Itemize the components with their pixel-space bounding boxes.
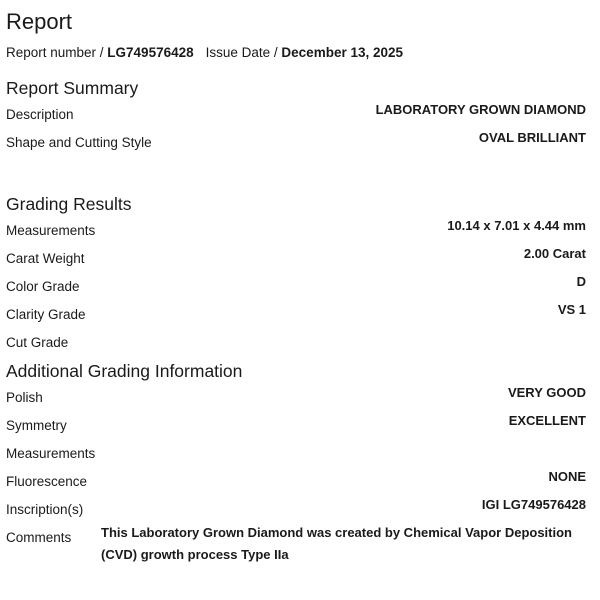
row-value: VS 1	[557, 302, 586, 317]
summary-row-description	[6, 99, 586, 127]
row-value: NONE	[548, 469, 586, 484]
row-value: IGI LG749576428	[481, 497, 586, 512]
section-title-grading-results: Grading Results	[6, 194, 132, 214]
grading-row-clarity-grade	[6, 299, 586, 327]
additional-row-polish	[6, 382, 586, 410]
row-label: Fluorescence	[6, 474, 88, 489]
additional-grading-section	[6, 382, 586, 570]
row-value: 10.14 x 7.01 x 4.44 mm	[447, 218, 586, 233]
row-label: Cut Grade	[6, 335, 69, 350]
row-label: Description	[6, 107, 74, 122]
grading-results-section	[6, 215, 586, 355]
additional-row-fluorescence	[6, 466, 586, 494]
grading-row-cut-grade	[6, 327, 586, 355]
additional-row-symmetry	[6, 410, 586, 438]
grading-row-carat-weight	[6, 243, 586, 271]
report-summary-section	[6, 99, 586, 155]
report-title: Report	[6, 9, 73, 34]
summary-row-shape	[6, 127, 586, 155]
report-number-value: LG749576428	[107, 45, 194, 60]
comments-value: This Laboratory Grown Diamond was created by Chemical Vapor Deposition (CVD) growth process Type IIa	[101, 525, 572, 562]
report-meta-line	[6, 44, 586, 62]
row-value: 2.00 Carat	[523, 246, 586, 261]
row-label: Color Grade	[6, 279, 80, 294]
section-title-report-summary: Report Summary	[6, 78, 139, 98]
row-label: Measurements	[6, 223, 96, 238]
row-label: Symmetry	[6, 418, 67, 433]
issue-date-label: Issue Date /	[205, 45, 282, 60]
row-label: Clarity Grade	[6, 307, 86, 322]
additional-row-comments	[6, 522, 586, 570]
section-title-additional-grading: Additional Grading Information	[6, 361, 243, 381]
comments-label: Comments	[6, 530, 72, 545]
row-value: VERY GOOD	[507, 385, 586, 400]
row-label: Inscription(s)	[6, 502, 84, 517]
row-label: Shape and Cutting Style	[6, 135, 152, 150]
report-document	[6, 8, 586, 570]
report-number-label: Report number /	[6, 45, 108, 60]
issue-date-value: December 13, 2025	[281, 45, 404, 60]
additional-row-measurements	[6, 438, 586, 466]
row-label: Carat Weight	[6, 251, 85, 266]
row-label: Measurements	[6, 446, 96, 461]
row-label: Polish	[6, 390, 43, 405]
row-value: LABORATORY GROWN DIAMOND	[375, 102, 586, 117]
row-value: D	[576, 274, 586, 289]
row-value: EXCELLENT	[508, 413, 586, 428]
grading-row-color-grade	[6, 271, 586, 299]
grading-row-measurements	[6, 215, 586, 243]
row-value: OVAL BRILLIANT	[478, 130, 586, 145]
additional-row-inscription	[6, 494, 586, 522]
